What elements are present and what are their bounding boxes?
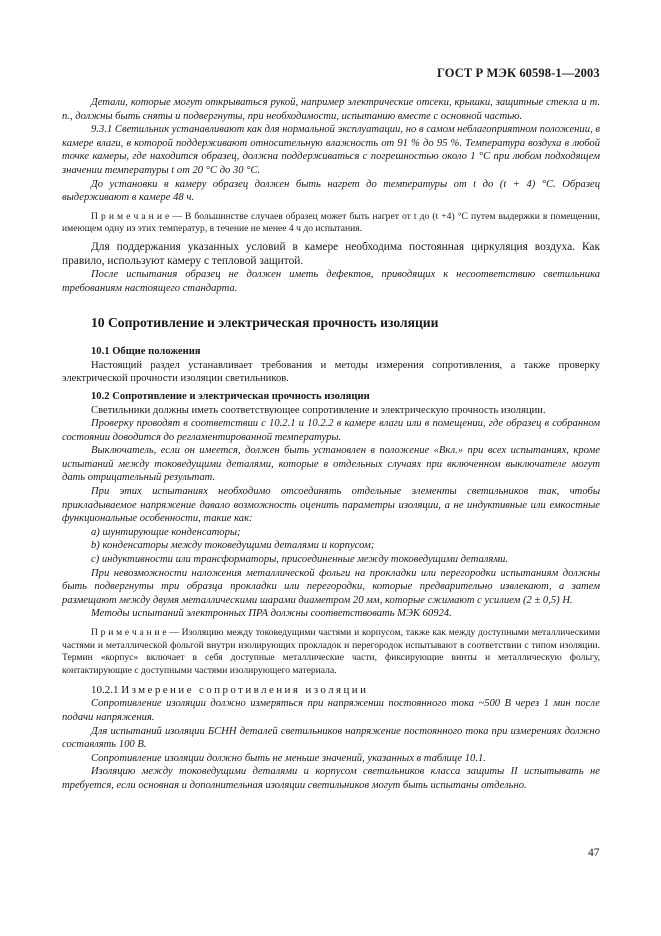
paragraph: При невозможности наложения металлической фольги на прокладки или перегородки испытаниям должны быть подвергнуты три образца прокладки или перегородки, которые предварительно извлекают, а затем размещают между двумя металлическими шарами диаметром 20 мм, которые сжимают с усилием (2 ± 0,5) Н.	[62, 567, 600, 606]
paragraph: После испытания образец не должен иметь дефектов, приводящих к несоответствию светильника требованиям настоящего стандарта.	[62, 268, 600, 294]
paragraph: Настоящий раздел устанавливает требования и методы измерения сопротивления, а также проверку электрической прочности изоляции светильников.	[62, 359, 600, 385]
paragraph: Изоляцию между токоведущими деталями и корпусом светильников класса защиты II испытывать не требуется, если основная и дополнительная изоляции светильников могут быть испытаны отдельно.	[62, 766, 600, 791]
clause-title: Измерение сопротивления изоляции	[121, 684, 369, 697]
paragraph: Проверку проводят в соответствии с 10.2.1 и 10.2.2 в камере влаги или в помещении, где образец в собранном состоянии доводится до регламентированной температуры.	[62, 418, 600, 443]
page-number: 47	[588, 847, 600, 859]
list-item: а) шунтирующие конденсаторы;	[91, 526, 241, 538]
subsection-title: 10.2 Сопротивление и электрическая прочность изоляции	[91, 390, 370, 402]
subsection-title: 10.1 Общие положения	[91, 346, 201, 358]
paragraph: При этих испытаниях необходимо отсоединять отдельные элементы светильников так, чтобы прикладываемое напряжение давало возможность оценить параметры изоляции, а не индуктивные или емкостные функциональные особенности, такие как:	[62, 486, 600, 525]
section-title: 10 Сопротивление и электрическая прочность изоляции	[91, 315, 439, 331]
paragraph: Для поддержания указанных условий в камере необходима постоянная циркуляция воздуха. Как правило, используют камеру с тепловой защитой.	[62, 240, 600, 267]
paragraph: Детали, которые могут открываться рукой, например электрические отсеки, крышки, защитные стекла и т. п., должны быть сняты и подвергнуты, при необходимости, испытанию вместе с основной частью.	[62, 97, 600, 122]
note-text: Изоляцию между токоведущими частями и корпусом, также как между доступными металлическими частями и металлической фольгой внутри изолирующих прокладок и перегородок испытывают в соответствии с типом изоляции. Термин «корпус» включает в себя доступные металлические части, фиксирующие винты и металлическую фольгу, контактирующие с доступными частями изолирующего материала.	[62, 627, 601, 676]
paragraph: Методы испытаний электронных ПРА должны соответствовать МЭК 60924.	[91, 608, 452, 620]
paragraph: Для испытаний изоляции БСНН деталей светильников напряжение постоянного тока при измерениях должно составлять 100 В.	[62, 725, 600, 751]
note-text: В большинстве случаев образец может быть нагрет от t до (t +4) °С путем выдержки в помещении, имеющем одну из этих температур, в течение не менее 4 ч до испытания.	[62, 210, 600, 235]
paragraph: Сопротивление изоляции должно быть не меньше значений, указанных в таблице 10.1.	[91, 752, 486, 764]
page-header: ГОСТ Р МЭК 60598-1—2003	[437, 66, 600, 80]
clause-9-3-1: 9.3.1 Светильник устанавливают как для нормальной эксплуатации, но в самом неблагоприятном положении, в камере влаги, в которой поддерживают относительную влажность от 91 % до 95 %. Температура воздуха в любой точке камеры, где находится образец, должна поддерживаться с погрешностью около 1 °С при любом подходящем значении температуры t от 20 °С до 30 °С.	[62, 124, 600, 176]
clause-10-2-1-title	[62, 683, 600, 697]
paragraph: Выключатель, если он имеется, должен быть установлен в положение «Вкл.» при всех испытаниях, кроме испытаний между токоведущими деталями, которые в отдельных случаях при включенном выключателе могут дать отрицательный результат.	[62, 445, 600, 484]
note-label: П р и м е ч а н и е —	[91, 210, 185, 222]
note-label: П р и м е ч а н и е —	[91, 627, 182, 638]
paragraph: Светильники должны иметь соответствующее сопротивление и электрическую прочность изоляции.	[91, 404, 546, 416]
clause-number: 10.2.1	[91, 684, 122, 697]
note	[62, 211, 600, 236]
note	[62, 627, 600, 677]
list-item: b) конденсаторы между токоведущими деталями и корпусом;	[91, 540, 375, 552]
paragraph: До установки в камеру образец должен быть нагрет до температуры от t до (t + 4) °С. Образец выдерживают в камере 48 ч.	[62, 178, 600, 204]
list-item: с) индуктивности или трансформаторы, присоединенные между токоведущими деталями.	[91, 554, 509, 566]
page-content	[62, 96, 600, 793]
paragraph: Сопротивление изоляции должно измеряться при напряжении постоянного тока ~500 В через 1 мин после подачи напряжения.	[62, 698, 600, 723]
